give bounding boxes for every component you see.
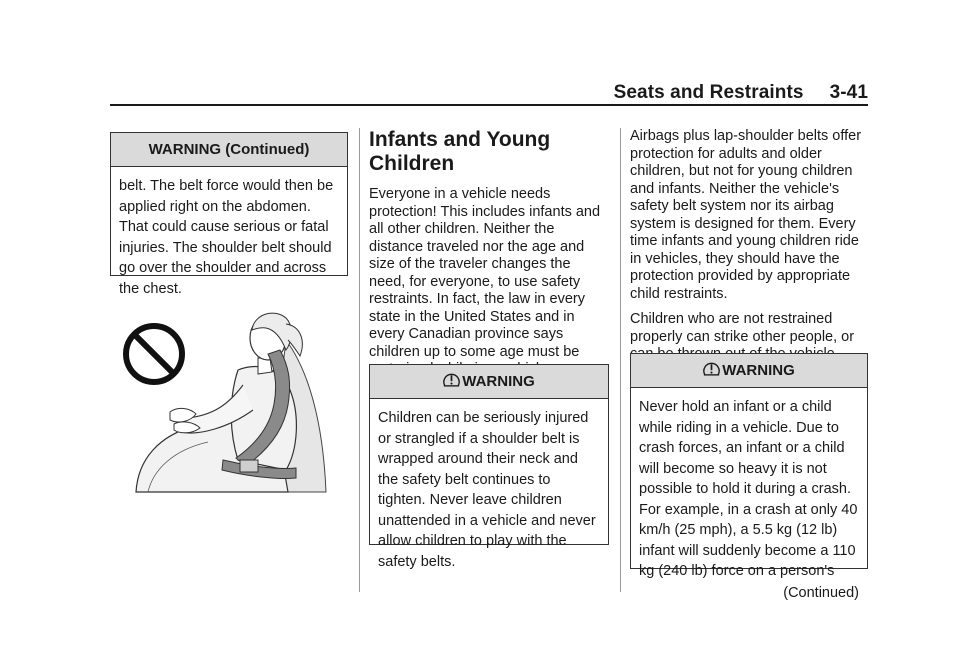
warning-box-title <box>631 354 867 388</box>
intro-paragraph: Everyone in a vehicle needs protection! This includes infants and all other children. Neither the distance traveled nor the age and size of the traveler changes the need, for everyone, to use safety restraints. In fact, the law in every state in the United States and in every Canadian province says children up to some age must be <box>369 186 601 360</box>
warning-box-continued <box>110 132 348 297</box>
prohibition-icon <box>122 322 186 386</box>
section-heading: Infants and Young Children <box>369 128 551 175</box>
column-divider-right <box>620 128 621 592</box>
warning-icon <box>703 360 720 377</box>
warning-box-body <box>631 388 867 611</box>
warning-label: WARNING <box>722 362 795 379</box>
right-column <box>630 128 870 364</box>
header-rule <box>110 104 868 106</box>
warning-box-title: WARNING (Continued) <box>111 133 347 167</box>
continued-label: (Continued) <box>783 584 859 601</box>
warning-box-title <box>370 365 608 399</box>
page-number: 3-41 <box>829 82 868 103</box>
warning-box-body: belt. The belt force would then be applied right on the abdomen. That could cause serious or fatal injuries. The shoulder belt should go over the shoulder and across the chest. <box>119 178 334 297</box>
warning-box-strangle <box>369 364 609 570</box>
warning-icon <box>443 371 460 388</box>
warning-box-hold-infant <box>630 353 868 601</box>
warning-box-body: Children can be seriously injured or strangled if a shoulder belt is wrapped around their neck and the safety belt continues to tighten. Never leave children unattended in a vehicle and never allow children to play with the safety belts. <box>378 410 596 570</box>
page-header <box>560 82 868 104</box>
airbag-paragraph: Airbags plus lap-shoulder belts offer protection for adults and older children, but not for young children and infants. Neither the vehicle's safety belt system nor its airbag system is designed for them. Every time infants and young children ride in vehicles, they should have the protection provided by appropriate child restraints. <box>630 128 862 302</box>
unrestrained-paragraph: Children who are not restrained properly can strike other people, or <box>630 311 855 345</box>
middle-column <box>369 128 609 379</box>
warning-text: Never hold an infant or a child while riding in a vehicle. Due to crash forces, an infant or a child will become so heavy it is not possible to hold it during a crash. For example, in a crash at only 40 km/h (25 mph), a 5.5 kg (12 lb) infant will suddenly become a 110 kg (240 lb) force on a person's <box>639 399 858 579</box>
column-divider-left <box>359 128 360 592</box>
warning-label: WARNING <box>462 373 535 390</box>
section-title: Seats and Restraints <box>613 82 804 103</box>
